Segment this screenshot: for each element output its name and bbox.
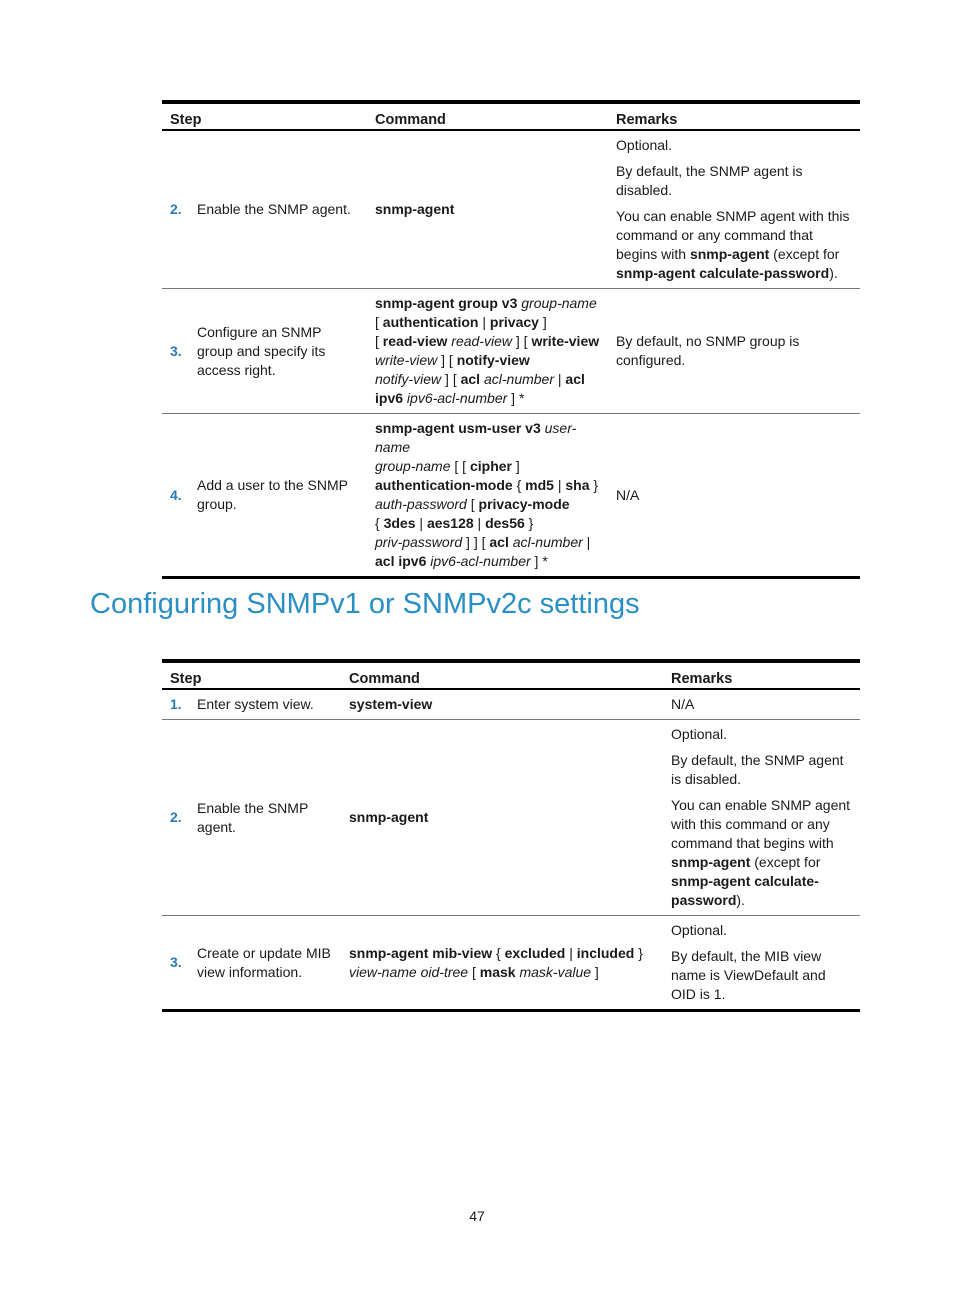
table-row xyxy=(162,720,860,916)
command-cell: snmp-agent mib-view { excluded | included } view-name oid-tree [ mask mask-value ] xyxy=(349,944,643,980)
remarks-cell xyxy=(608,130,860,289)
step-description: Configure an SNMP group and specify its access right. xyxy=(197,323,326,378)
step-description: Enable the SNMP agent. xyxy=(197,201,351,217)
step-header: Step xyxy=(170,671,202,687)
table-row xyxy=(162,689,860,720)
section-title: Configuring SNMPv1 or SNMPv2c settings xyxy=(90,588,640,620)
command-cell: snmp-agent group v3 group-name [ authentication | privacy ] [ read-view read-view ] [ write-view write-view ] [ notify-view notify-view ] [ acl acl-number | acl ipv6 ipv6-acl-number ] * xyxy=(375,295,600,406)
remark-paragraph: You can enable SNMP agent with this command or any command that begins with snmp-agent (except for snmp-agent calculate-password). xyxy=(671,797,851,908)
step-header: Step xyxy=(170,112,202,128)
step-description: Enter system view. xyxy=(197,696,314,712)
table-row xyxy=(162,414,860,578)
table-row xyxy=(162,289,860,414)
step-number: 4. xyxy=(170,486,182,503)
remark-paragraph: N/A xyxy=(616,486,640,503)
step-description: Add a user to the SNMP group. xyxy=(197,477,348,512)
page-number: 47 xyxy=(469,1208,485,1224)
remark-paragraph: By default, the SNMP agent is disabled. xyxy=(616,163,803,198)
table-header-row xyxy=(162,661,860,689)
table-row xyxy=(162,916,860,1011)
command-cell: snmp-agent xyxy=(349,809,429,825)
snmpv1-v2c-config-table xyxy=(162,659,860,1012)
step-description: Create or update MIB view information. xyxy=(197,944,331,980)
remarks-cell xyxy=(663,689,860,720)
step-number: 2. xyxy=(170,809,182,825)
remark-paragraph: You can enable SNMP agent with this command or any command that begins with snmp-agent (except for snmp-agent calculate-password). xyxy=(616,208,850,281)
remark-paragraph: Optional. xyxy=(671,922,728,938)
remarks-header: Remarks xyxy=(616,112,678,128)
remarks-cell xyxy=(608,289,860,414)
remarks-header: Remarks xyxy=(671,671,733,687)
remark-paragraph: N/A xyxy=(671,696,695,712)
step-description: Enable the SNMP agent. xyxy=(197,799,309,835)
command-cell: system-view xyxy=(349,696,433,712)
remark-paragraph: By default, no SNMP group is configured. xyxy=(616,333,800,368)
table-row xyxy=(162,130,860,289)
command-header: Command xyxy=(349,671,420,687)
remark-paragraph: By default, the MIB view name is ViewDefault and OID is 1. xyxy=(671,948,826,1002)
remark-paragraph: By default, the SNMP agent is disabled. xyxy=(671,752,844,787)
command-cell: snmp-agent xyxy=(375,201,455,217)
command-header: Command xyxy=(375,112,446,128)
table-header-row xyxy=(162,102,860,130)
step-number: 3. xyxy=(170,954,182,970)
remark-paragraph: Optional. xyxy=(616,137,673,153)
step-number: 1. xyxy=(170,696,182,712)
remark-paragraph: Optional. xyxy=(671,726,728,742)
step-number: 2. xyxy=(170,201,182,217)
remarks-cell xyxy=(608,414,860,578)
snmpv3-config-table xyxy=(162,100,860,579)
remarks-cell xyxy=(663,916,860,1011)
remarks-cell xyxy=(663,720,860,916)
command-cell: snmp-agent usm-user v3 user-name group-name [ [ cipher ] authentication-mode { md5 | sha } auth-password [ privacy-mode { 3des | aes128 | des56 } priv-password ] ] [ acl acl-number | acl ipv6 ipv6-acl-number ] * xyxy=(375,420,599,569)
step-number: 3. xyxy=(170,342,182,359)
